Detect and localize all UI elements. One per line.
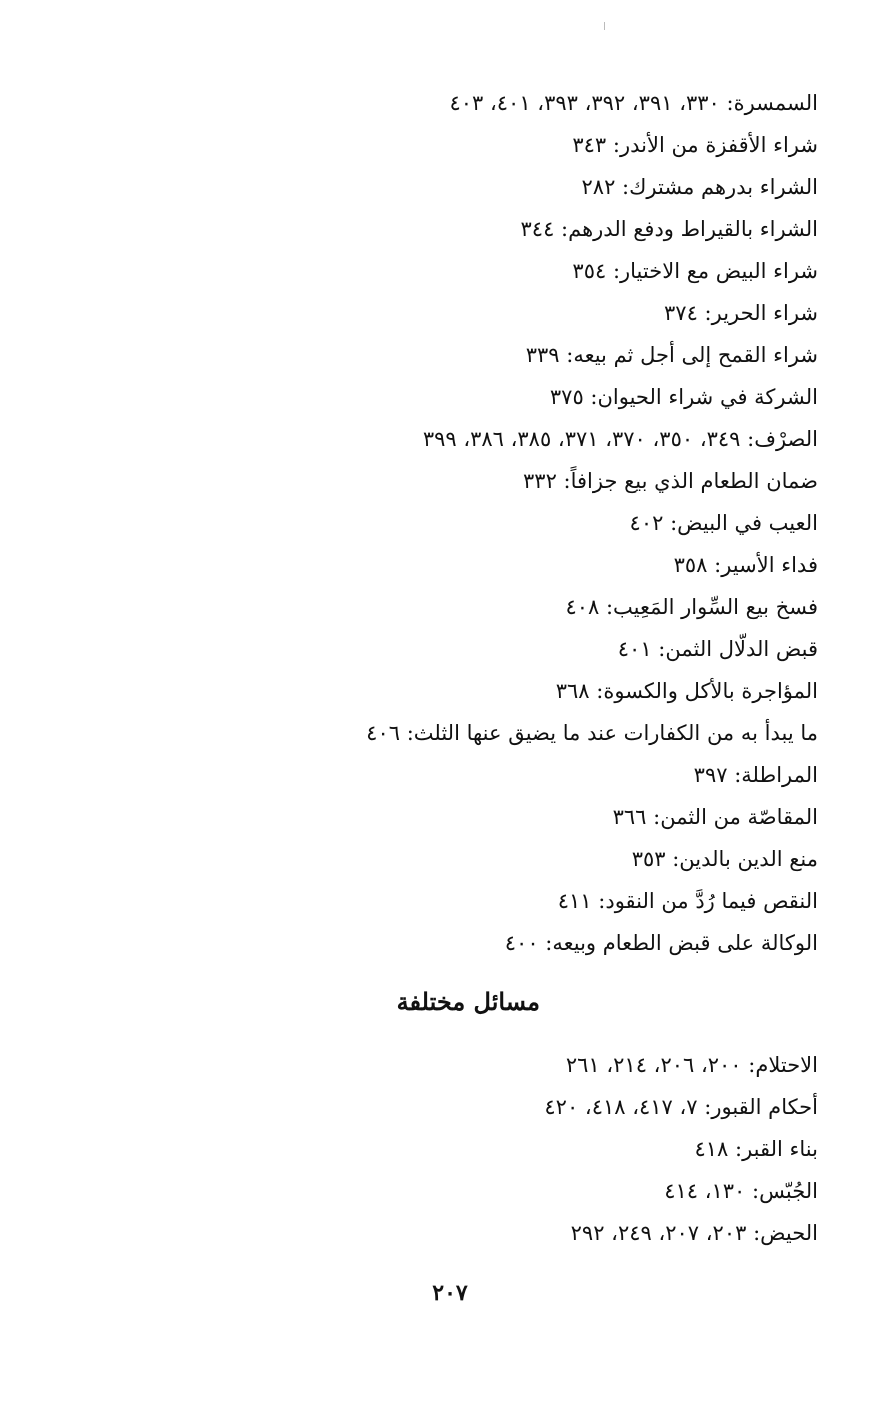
index-entry: قبض الدلّال الثمن: ٤٠١ bbox=[617, 637, 818, 661]
index-entry: فداء الأسير: ٣٥٨ bbox=[673, 553, 818, 577]
index-entry: الشركة في شراء الحيوان: ٣٧٥ bbox=[549, 385, 818, 409]
index-entry: ما يبدأ به من الكفارات عند ما يضيق عنها الثلث: ٤٠٦ bbox=[366, 721, 818, 745]
index-entry: شراء القمح إلى أجل ثم بيعه: ٣٣٩ bbox=[525, 343, 818, 367]
index-entry: أحكام القبور: ٧، ٤١٧، ٤١٨، ٤٢٠ bbox=[544, 1095, 818, 1119]
index-entry: العيب في البيض: ٤٠٢ bbox=[629, 511, 818, 535]
index-entry: الجُبّس: ١٣٠، ٤١٤ bbox=[664, 1179, 818, 1203]
index-list bbox=[198, 82, 818, 964]
index-entry: الشراء بالقيراط ودفع الدرهم: ٣٤٤ bbox=[520, 217, 818, 241]
scan-mark bbox=[604, 22, 605, 30]
page-number: ٢٠٧ bbox=[432, 1280, 468, 1306]
index-entry: الشراء بدرهم مشترك: ٢٨٢ bbox=[581, 175, 818, 199]
index-entry: منع الدين بالدين: ٣٥٣ bbox=[631, 847, 818, 871]
index-entry: شراء الأقفزة من الأندر: ٣٤٣ bbox=[572, 133, 818, 157]
index-entry: المؤاجرة بالأكل والكسوة: ٣٦٨ bbox=[555, 679, 818, 703]
index-entry: الصرْف: ٣٤٩، ٣٥٠، ٣٧٠، ٣٧١، ٣٨٥، ٣٨٦، ٣٩٩ bbox=[422, 427, 818, 451]
index-entry: الاحتلام: ٢٠٠، ٢٠٦، ٢١٤، ٢٦١ bbox=[565, 1053, 818, 1077]
index-entry: بناء القبر: ٤١٨ bbox=[694, 1137, 818, 1161]
index-entry: الوكالة على قبض الطعام وبيعه: ٤٠٠ bbox=[504, 931, 818, 955]
index-list-misc bbox=[198, 1044, 818, 1254]
index-entry: الحيض: ٢٠٣، ٢٠٧، ٢٤٩، ٢٩٢ bbox=[570, 1221, 818, 1245]
index-entry: شراء الحرير: ٣٧٤ bbox=[664, 301, 818, 325]
index-entry: فسخ بيع السِّوار المَعِيب: ٤٠٨ bbox=[565, 595, 818, 619]
index-entry: شراء البيض مع الاختيار: ٣٥٤ bbox=[572, 259, 818, 283]
section-heading: مسائل مختلفة bbox=[396, 987, 540, 1016]
index-entry: السمسرة: ٣٣٠، ٣٩١، ٣٩٢، ٣٩٣، ٤٠١، ٤٠٣ bbox=[449, 91, 818, 115]
index-entry: المقاصّة من الثمن: ٣٦٦ bbox=[612, 805, 818, 829]
index-entry: النقص فيما رُدَّ من النقود: ٤١١ bbox=[557, 889, 818, 913]
index-entry: ضمان الطعام الذي بيع جزافاً: ٣٣٢ bbox=[523, 469, 818, 493]
index-entry: المراطلة: ٣٩٧ bbox=[693, 763, 818, 787]
